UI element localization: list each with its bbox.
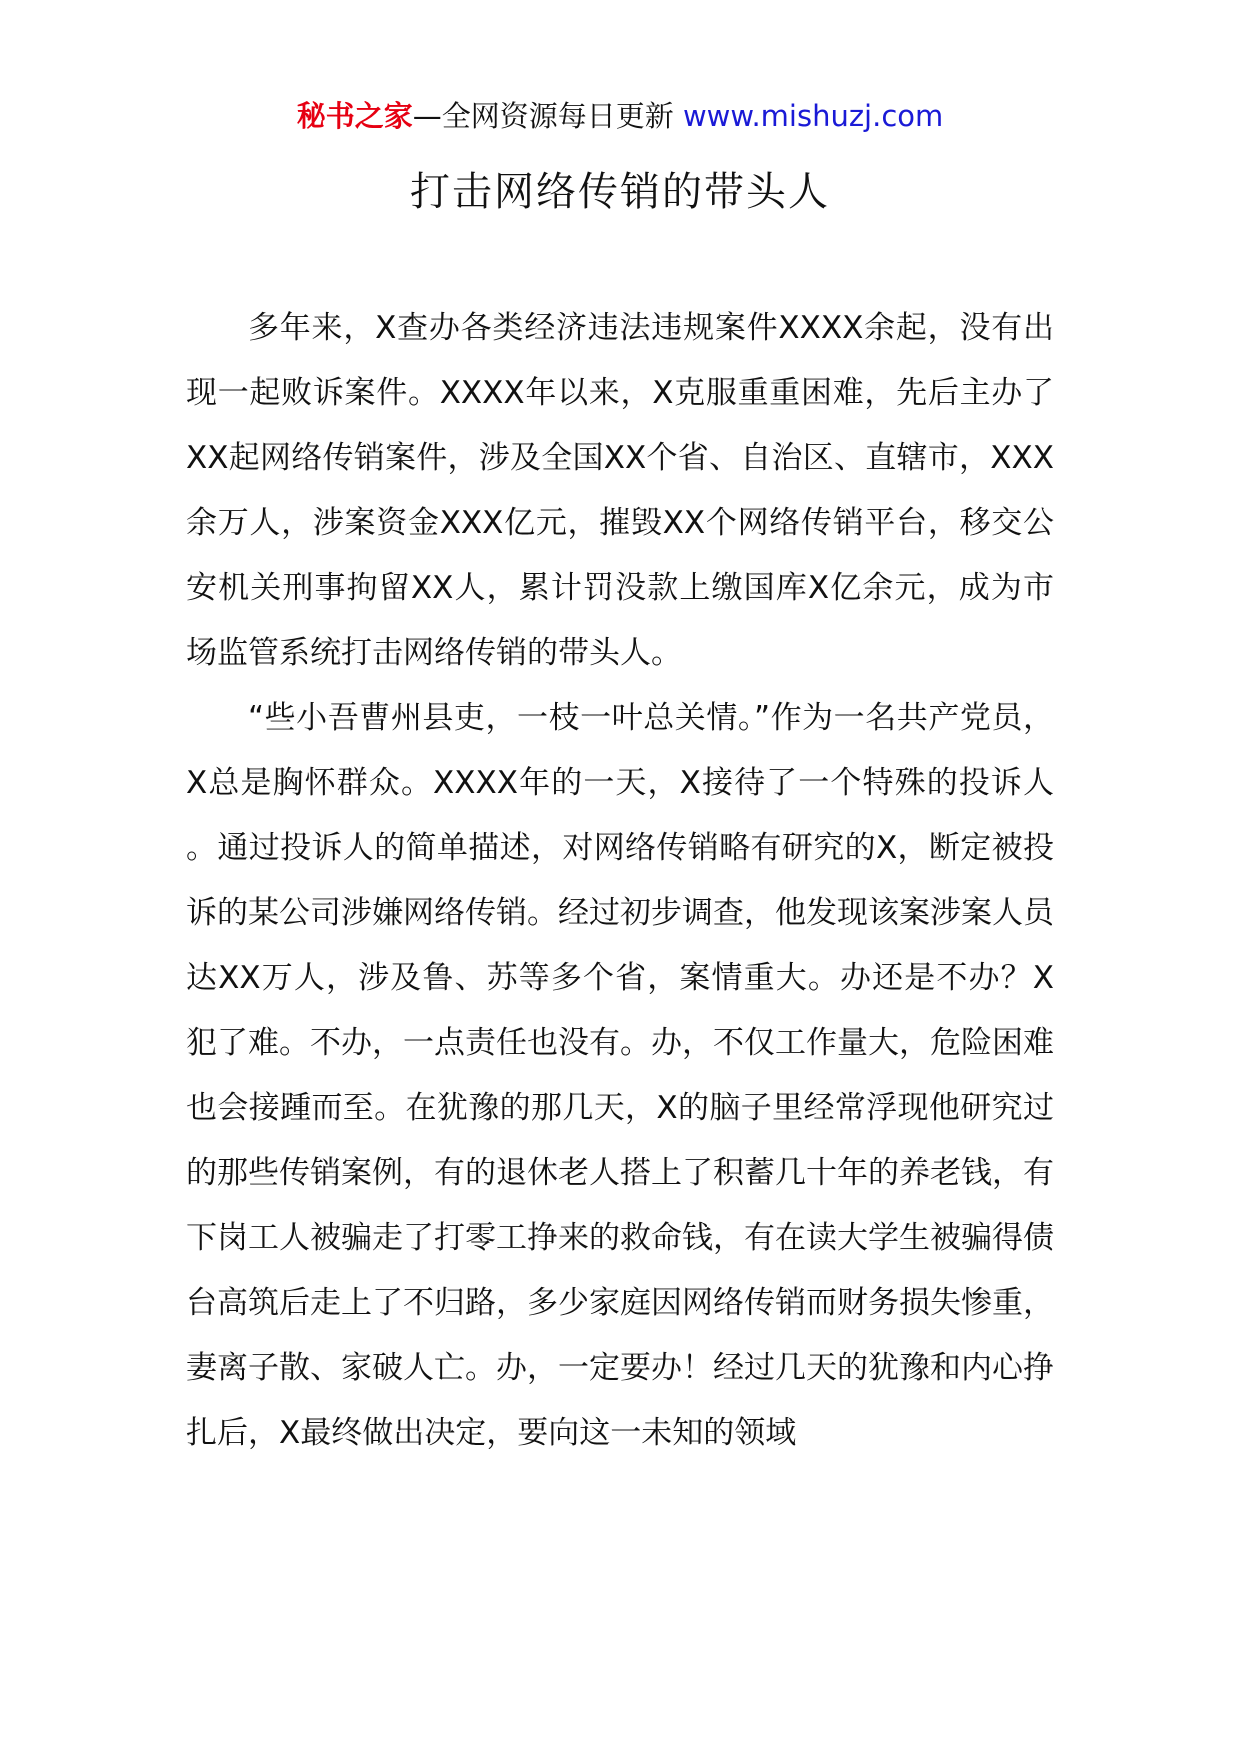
banner-brand: 秘书之家	[296, 99, 413, 133]
banner-slogan: —全网资源每日更新	[412, 99, 683, 133]
site-banner	[0, 96, 1240, 136]
document-body	[186, 296, 1054, 1466]
body-paragraph: “些小吾曹州县吏，一枝一叶总关情。”作为一名共产党员，X总是胸怀群众。XXXX年的一天，X接待了一个特殊的投诉人。通过投诉人的简单描述，对网络传销略有研究的X，断定被投诉的某公司涉嫌网络传销。经过初步调查，他发现该案涉案人员达XX万人，涉及鲁、苏等多个省，案情重大。办还是不办？X犯了难。不办，一点责任也没有。办，不仅工作量大，危险困难也会接踵而至。在犹豫的那几天，X的脑子里经常浮现他研究过的那些传销案例，有的退休老人搭上了积蓄几十年的养老钱，有下岗工人被骗走了打零工挣来的救命钱，有在读大学生被骗得债台高筑后走上了不归路，多少家庭因网络传销而财务损失惨重，妻离子散、家破人亡。办，一定要办！经过几天的犹豫和内心挣扎后，X最终做出决定，要向这一未知的领域	[186, 700, 1054, 1451]
banner-url-link[interactable]: www.mishuzj.com	[682, 99, 944, 133]
document-title: 打击网络传销的带头人	[410, 169, 830, 215]
body-paragraph: 多年来，X查办各类经济违法违规案件XXXX余起，没有出现一起败诉案件。XXXX年以来，X克服重重困难，先后主办了XX起网络传销案件，涉及全国XX个省、自治区、直辖市，XXX余万人，涉案资金XXX亿元，摧毁XX个网络传销平台，移交公安机关刑事拘留XX人，累计罚没款上缴国库X亿余元，成为市场监管系统打击网络传销的带头人。	[186, 310, 1054, 671]
